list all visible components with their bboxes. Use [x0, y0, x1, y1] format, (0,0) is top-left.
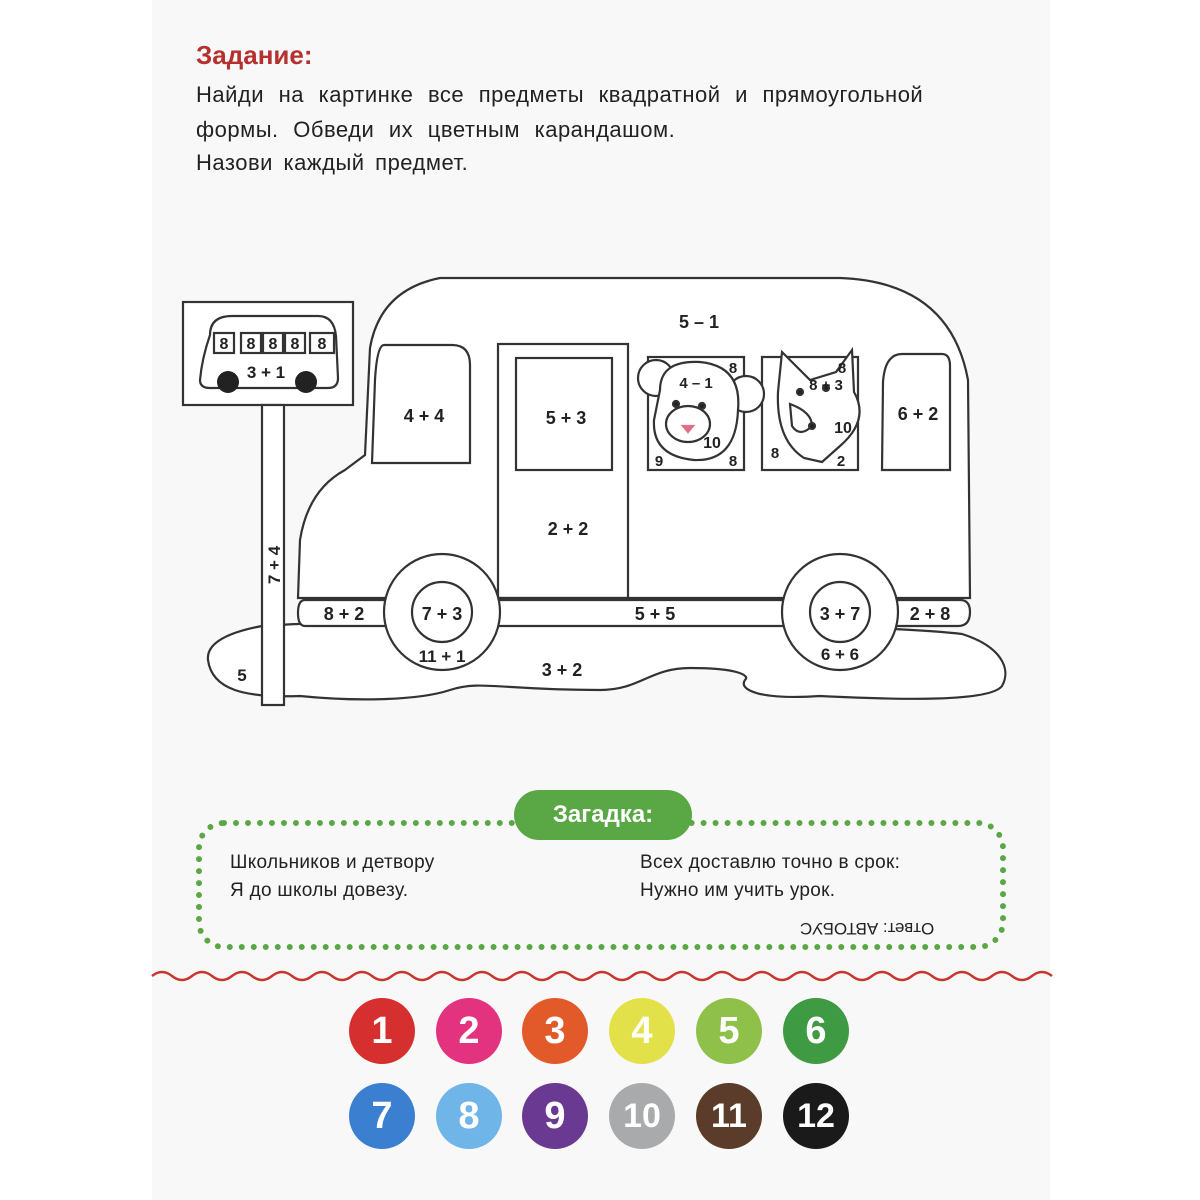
riddle-right-line-1: Всех доставлю точно в срок:	[640, 852, 901, 873]
door-lower-label: 2 + 2	[547, 519, 589, 539]
front-window-label: 4 + 4	[403, 406, 445, 426]
bumper-front-label: 8 + 2	[323, 604, 365, 624]
rear-wheel-label: 3 + 7	[819, 604, 861, 624]
color-circle-12: 12	[783, 1083, 849, 1149]
sign-window-number-5: 8	[317, 336, 327, 353]
front-wheel-label: 7 + 3	[421, 604, 463, 624]
bear-expr: 4 – 1	[679, 375, 713, 392]
wavy-divider	[152, 972, 1052, 980]
color-circle-10: 10	[609, 1083, 675, 1149]
rear-wheel-under-label: 6 + 6	[820, 645, 860, 664]
color-circle-9: 9	[522, 1083, 588, 1149]
bear-num-3: 9	[654, 453, 664, 470]
bus-body	[298, 278, 970, 598]
rear-window-label: 6 + 2	[897, 404, 939, 424]
color-circle-5: 5	[696, 998, 762, 1064]
ground-left-label: 5	[237, 666, 247, 685]
riddle-left-line-1: Школьников и детвору	[230, 852, 435, 873]
task-line-3: Назови каждый предмет.	[196, 150, 469, 175]
fox-num-2: 10	[834, 420, 852, 437]
roof-label: 5 – 1	[678, 312, 720, 332]
color-circle-4: 4	[609, 998, 675, 1064]
door-window-label: 5 + 3	[545, 408, 587, 428]
bumper-rear-label: 2 + 8	[909, 604, 951, 624]
bear-num-4: 8	[728, 453, 738, 470]
sign-bus-wheel-front	[217, 371, 239, 393]
front-wheel-under-label: 11 + 1	[418, 647, 466, 666]
body-bottom-label: 5 + 5	[634, 604, 676, 624]
fox-expr: 8 + 3	[809, 377, 843, 394]
task-line-1: Найди на картинке все предметы квадратной и прямоугольной	[196, 82, 924, 107]
sign-bus-label: 3 + 1	[246, 363, 286, 382]
sign-window-number-1: 8	[219, 336, 229, 353]
sign-window-number-3: 8	[268, 336, 278, 353]
color-circle-11: 11	[696, 1083, 762, 1149]
fox-num-4: 2	[836, 453, 846, 470]
bear-num-1: 8	[728, 360, 738, 377]
fox-num-3: 8	[770, 445, 780, 462]
bear-num-2: 10	[703, 435, 721, 452]
pole-label: 7 + 4	[265, 545, 284, 585]
riddle-answer: Ответ: АВТОБУС	[800, 919, 935, 938]
sign-window-number-4: 8	[290, 336, 300, 353]
riddle-title: Загадка:	[514, 790, 692, 840]
task-line-2: формы. Обведи их цветным карандашом.	[196, 117, 676, 142]
color-circle-8: 8	[436, 1083, 502, 1149]
color-circle-1: 1	[349, 998, 415, 1064]
puddle-label: 3 + 2	[541, 660, 583, 680]
sign-window-number-2: 8	[246, 336, 256, 353]
fox-num-1: 8	[837, 360, 847, 377]
task-title: Задание:	[196, 40, 313, 70]
sign-bus-wheel-rear	[295, 371, 317, 393]
color-circle-2: 2	[436, 998, 502, 1064]
color-circle-7: 7	[349, 1083, 415, 1149]
riddle-right-line-2: Нужно им учить урок.	[640, 880, 836, 901]
color-circle-3: 3	[522, 998, 588, 1064]
color-circle-6: 6	[783, 998, 849, 1064]
riddle-left-line-2: Я до школы довезу.	[230, 880, 409, 901]
